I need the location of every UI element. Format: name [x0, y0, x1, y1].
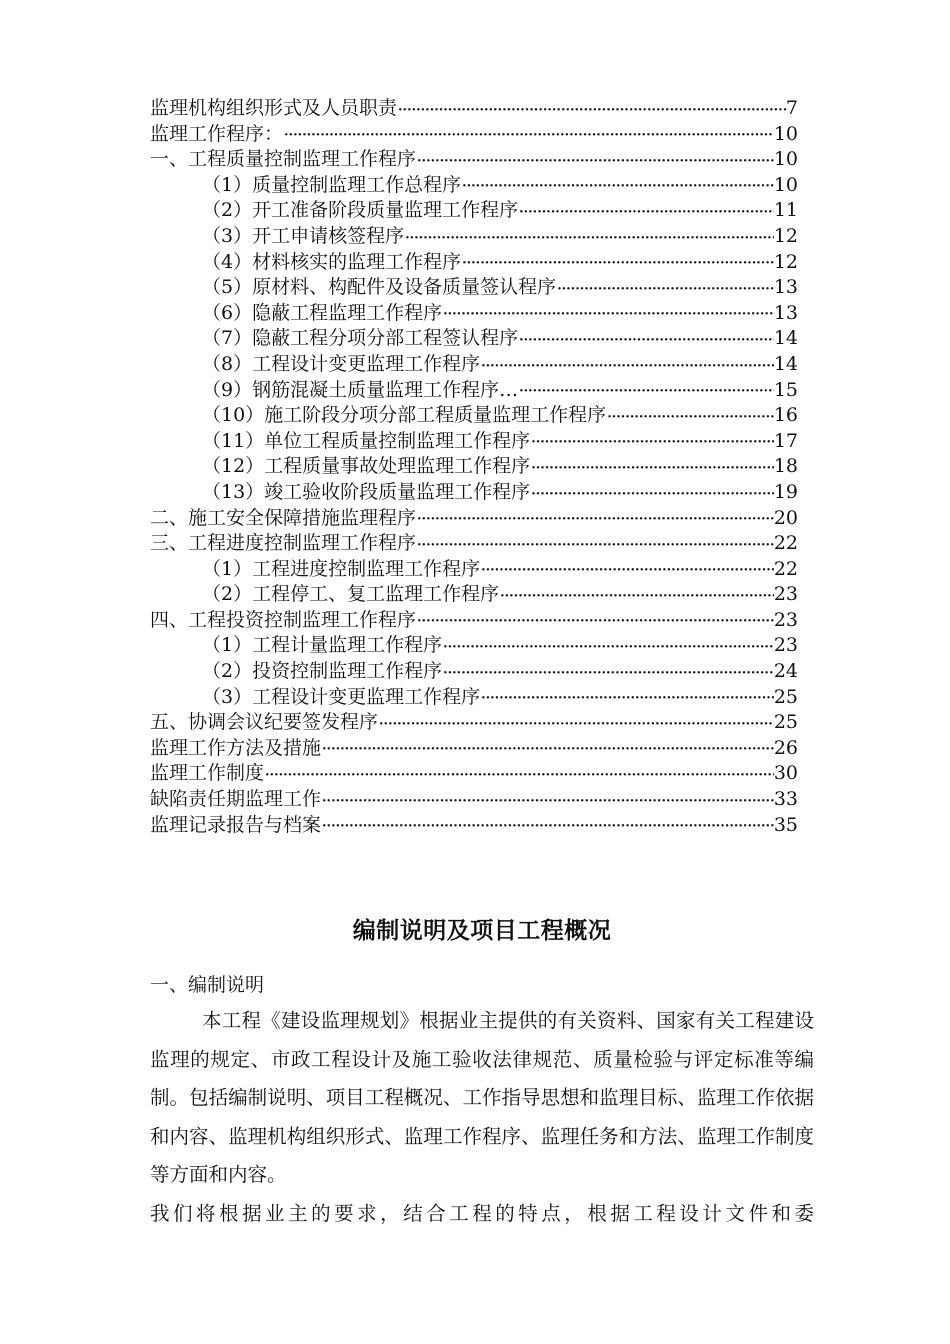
toc-dot-leader — [530, 484, 774, 506]
toc-entry-title: 一、工程质量控制监理工作程序 — [150, 148, 417, 171]
toc-dot-leader — [397, 100, 786, 122]
toc-entry-title: （10）施工阶段分项分部工程质量监理工作程序 — [202, 404, 607, 427]
toc-entry-title: （1）工程进度控制监理工作程序 — [202, 557, 481, 580]
toc-dot-leader — [518, 202, 774, 224]
toc-dot-leader — [416, 509, 774, 531]
toc-entry-page-number: 23 — [773, 608, 798, 631]
toc-entry-page-number: 10 — [773, 173, 798, 196]
toc-entry[interactable] — [150, 608, 798, 634]
toc-entry-title: （2）工程停工、复工监理工作程序 — [202, 583, 500, 606]
toc-entry-page-number: 16 — [773, 404, 798, 427]
toc-entry-page-number: 25 — [773, 685, 798, 708]
toc-entry[interactable] — [150, 403, 798, 429]
toc-entry-page-number: 12 — [773, 250, 798, 273]
toc-entry[interactable] — [150, 326, 798, 352]
toc-dot-leader — [416, 611, 774, 633]
toc-dot-leader — [606, 407, 774, 429]
toc-entry-page-number: 20 — [773, 506, 798, 529]
toc-entry-page-number: 22 — [773, 557, 798, 580]
toc-dot-leader — [480, 560, 774, 582]
toc-entry[interactable] — [150, 250, 798, 276]
toc-dot-leader — [461, 176, 774, 198]
toc-dot-leader — [530, 458, 774, 480]
toc-dot-leader — [530, 432, 774, 454]
toc-dot-leader — [461, 253, 774, 275]
toc-entry-title: （2）投资控制监理工作程序 — [202, 660, 443, 683]
toc-entry[interactable] — [150, 480, 798, 506]
toc-entry-title: 五、协调会议纪要签发程序 — [150, 711, 379, 734]
toc-entry[interactable] — [150, 224, 798, 250]
toc-dot-leader — [480, 688, 774, 710]
toc-entry-page-number: 19 — [773, 480, 798, 503]
toc-entry[interactable] — [150, 582, 798, 608]
toc-entry[interactable] — [150, 173, 798, 199]
toc-entry-page-number: 10 — [773, 148, 798, 171]
section-title: 编制说明及项目工程概况 — [352, 918, 612, 944]
toc-entry-page-number: 26 — [773, 736, 798, 759]
toc-entry-page-number: 14 — [773, 352, 798, 375]
toc-entry-title: 四、工程投资控制监理工作程序 — [150, 608, 417, 631]
toc-entry-title: 二、施工安全保障措施监理程序 — [150, 506, 417, 529]
toc-entry-title: 三、工程进度控制监理工作程序 — [150, 532, 417, 555]
toc-dot-leader — [416, 151, 774, 173]
toc-entry-page-number: 24 — [773, 660, 798, 683]
toc-entry-title: （3）工程设计变更监理工作程序 — [202, 685, 481, 708]
toc-dot-leader — [556, 279, 774, 301]
toc-entry-page-number: 35 — [773, 813, 798, 836]
toc-entry[interactable] — [150, 659, 798, 685]
toc-dot-leader — [321, 791, 774, 813]
toc-entry-page-number: 30 — [773, 762, 798, 785]
toc-entry-page-number: 25 — [773, 711, 798, 734]
toc-entry-page-number: 7 — [785, 97, 798, 119]
toc-entry[interactable] — [150, 122, 798, 148]
toc-entry-title: （6）隐蔽工程监理工作程序 — [202, 301, 443, 324]
toc-entry[interactable] — [150, 736, 798, 762]
toc-entry-title: 监理工作方法及措施 — [150, 736, 322, 759]
toc-dot-leader — [480, 356, 774, 378]
toc-entry-title: 缺陷责任期监理工作 — [150, 788, 322, 811]
subheading: 一、编制说明 — [150, 974, 265, 996]
toc-dot-leader — [442, 637, 774, 659]
toc-entry[interactable] — [150, 685, 798, 711]
toc-entry[interactable] — [150, 378, 798, 404]
toc-entry-page-number: 10 — [773, 122, 798, 145]
toc-entry[interactable] — [150, 198, 798, 224]
toc-dot-leader — [283, 125, 774, 147]
toc-entry[interactable] — [150, 761, 798, 787]
paragraph: 我们将根据业主的要求，结合工程的特点，根据工程设计文件和委 — [150, 1201, 814, 1225]
toc-entry[interactable] — [150, 352, 798, 378]
toc-entry-title: 监理机构组织形式及人员职责 — [150, 97, 398, 119]
toc-dot-leader — [321, 816, 774, 838]
toc-entry[interactable] — [150, 787, 798, 813]
toc-entry[interactable] — [150, 301, 798, 327]
toc-entry-title: （12）工程质量事故处理监理工作程序 — [202, 455, 531, 478]
toc-entry-page-number: 14 — [773, 327, 798, 350]
toc-entry[interactable] — [150, 147, 798, 173]
toc-dot-leader — [518, 330, 774, 352]
toc-entry-page-number: 18 — [773, 455, 798, 478]
toc-entry-page-number: 23 — [773, 583, 798, 606]
toc-entry-title: 监理记录报告与档案 — [150, 813, 322, 836]
toc-dot-leader — [499, 586, 774, 608]
toc-dot-leader — [416, 535, 774, 557]
toc-entry[interactable] — [150, 275, 798, 301]
toc-entry-page-number: 15 — [773, 378, 798, 401]
toc-entry[interactable] — [150, 633, 798, 659]
toc-entry-page-number: 22 — [773, 532, 798, 555]
toc-entry[interactable] — [150, 531, 798, 557]
toc-dot-leader — [321, 739, 774, 761]
toc-entry-title: （1）工程计量监理工作程序 — [202, 634, 443, 657]
toc-entry-title: （8）工程设计变更监理工作程序 — [202, 352, 481, 375]
toc-entry-title: （13）竣工验收阶段质量监理工作程序 — [202, 480, 531, 503]
toc-dot-leader — [442, 304, 774, 326]
toc-entry-title: （1）质量控制监理工作总程序 — [202, 173, 462, 196]
toc-entry-page-number: 17 — [773, 429, 798, 452]
toc-dot-leader — [518, 381, 774, 403]
toc-entry-page-number: 23 — [773, 634, 798, 657]
toc-entry-title: （2）开工准备阶段质量监理工作程序 — [202, 199, 519, 222]
toc-entry-page-number: 11 — [773, 199, 798, 222]
toc-entry-title: （3）开工申请核签程序 — [202, 224, 405, 247]
toc-entry-title: （5）原材料、构配件及设备质量签认程序 — [202, 276, 557, 299]
toc-entry[interactable] — [150, 454, 798, 480]
toc-entry-title: （7）隐蔽工程分项分部工程签认程序 — [202, 327, 519, 350]
toc-entry-title: （9）钢筋混凝土质量监理工作程序… — [202, 378, 519, 401]
toc-entry[interactable] — [150, 429, 798, 455]
toc-entry-page-number: 33 — [773, 788, 798, 811]
toc-entry[interactable] — [150, 506, 798, 532]
toc-entry-page-number: 13 — [773, 301, 798, 324]
table-of-contents — [150, 96, 798, 838]
toc-entry[interactable] — [150, 96, 798, 122]
body-text — [150, 1002, 814, 1234]
toc-entry[interactable] — [150, 813, 798, 839]
toc-dot-leader — [264, 765, 774, 787]
toc-entry-page-number: 13 — [773, 276, 798, 299]
toc-dot-leader — [404, 228, 774, 250]
toc-dot-leader — [378, 714, 774, 736]
toc-entry-page-number: 12 — [773, 224, 798, 247]
toc-entry[interactable] — [150, 557, 798, 583]
toc-entry[interactable] — [150, 710, 798, 736]
toc-entry-title: 监理工作程序： — [150, 122, 284, 145]
paragraph: 本工程《建设监理规划》根据业主提供的有关资料、国家有关工程建设监理的规定、市政工程设计及施工验收法律规范、质量检验与评定标准等编制。包括编制说明、项目工程概况、工作指导思想和监理目标、监理工作依据和内容、监理机构组织形式、监理工作程序、监理任务和方法、监理工作制度等方面和内容。 — [150, 1009, 814, 1187]
toc-entry-title: （4）材料核实的监理工作程序 — [202, 250, 462, 273]
toc-entry-title: 监理工作制度 — [150, 762, 265, 785]
toc-entry-title: （11）单位工程质量控制监理工作程序 — [202, 429, 531, 452]
toc-dot-leader — [442, 663, 774, 685]
